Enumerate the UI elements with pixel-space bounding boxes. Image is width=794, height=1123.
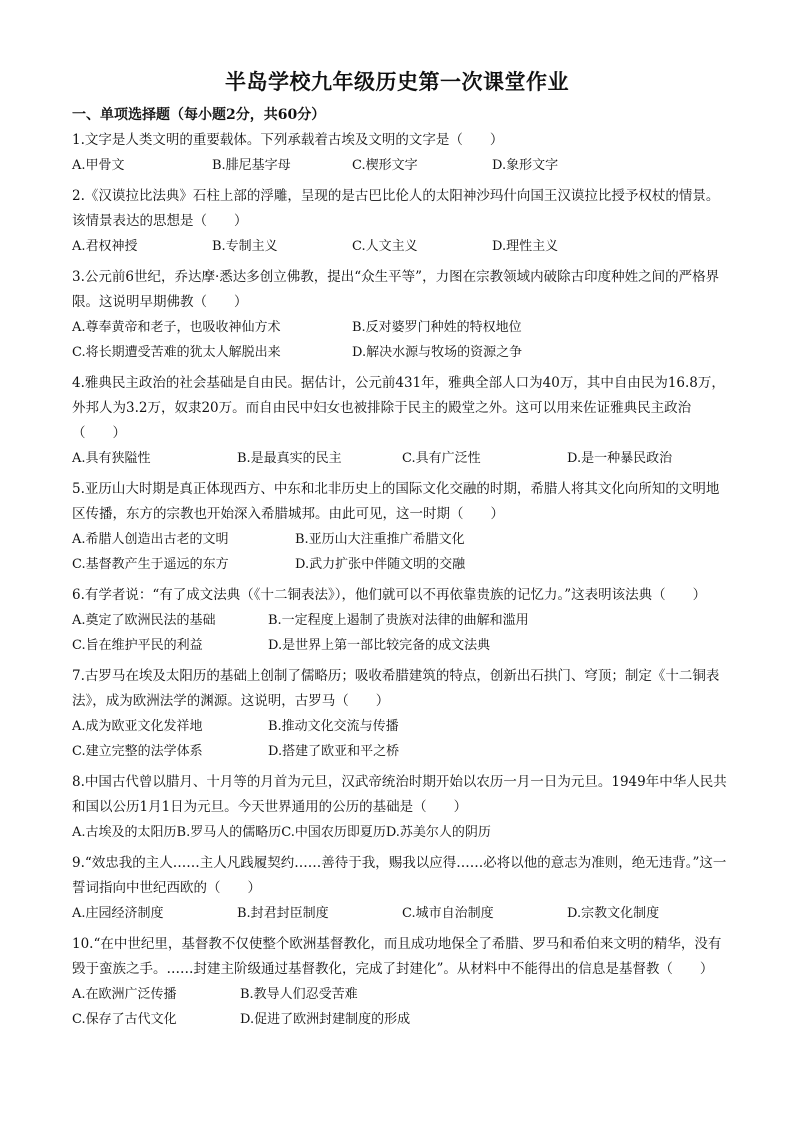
option-list (72, 234, 732, 259)
option-d: D.是世界上第一部比较完备的成文法典 (268, 638, 491, 653)
option-a: A.君权神授 (72, 239, 138, 254)
question-8 (72, 770, 732, 845)
question-stem: 2.《汉谟拉比法典》石柱上部的浮雕，呈现的是古巴比伦人的太阳神沙玛什向国王汉谟拉比授予权杖的情景。该情景表达的思想是（ ） (72, 188, 720, 229)
option-b: B.是最真实的民主 (237, 451, 342, 466)
option-a: A.庄园经济制度 (72, 906, 164, 921)
option-a: A.奠定了欧洲民法的基础 (72, 613, 216, 628)
option-c: C.具有广泛性 (402, 451, 481, 466)
question-3 (72, 265, 732, 365)
question-10 (72, 932, 732, 1032)
option-b: B.一定程度上遏制了贵族对法律的曲解和滥用 (268, 613, 529, 628)
option-b: B.反对婆罗门种姓的特权地位 (352, 320, 522, 335)
option-d: D.苏美尔人的阴历 (385, 825, 491, 840)
option-a: A.希腊人创造出古老的文明 (72, 532, 229, 547)
question-stem: 6.有学者说：“有了成文法典（《十二铜表法》），他们就可以不再依靠贵族的记忆力。”这表明该法典（ ） (72, 587, 707, 603)
question-6 (72, 583, 732, 658)
option-a: A.古埃及的太阳历 (72, 825, 177, 840)
option-b: B.专制主义 (212, 239, 278, 254)
option-list (72, 315, 732, 365)
question-9 (72, 851, 732, 926)
option-c: C.楔形文字 (352, 158, 418, 173)
option-d: D.理性主义 (492, 239, 559, 254)
question-stem: 3.公元前6世纪，乔达摩·悉达多创立佛教，提出“众生平等”，力图在宗教领域内破除古印度种姓之间的严格界限。这说明早期佛教（ ） (72, 269, 720, 310)
question-list (72, 128, 732, 1038)
option-list (72, 714, 732, 764)
question-stem: 9.“效忠我的主人……主人凡践履契约……善待于我，赐我以应得……必将以他的意志为准则，绝无违背。”这一誓词指向中世纪西欧的（ ） (72, 855, 727, 896)
question-stem: 10.“在中世纪里，基督教不仅使整个欧洲基督教化，而且成功地保全了希腊、罗马和希伯来文明的精华，没有毁于蛮族之手。……封建主阶级通过基督教化，完成了封建化”。从材料中不能得出的信息是基督教（ ） (72, 936, 722, 977)
option-b: B.封君封臣制度 (237, 906, 329, 921)
option-b: B.腓尼基字母 (212, 158, 291, 173)
option-list (72, 982, 732, 1032)
option-b: B.教导人们忍受苦难 (240, 987, 358, 1002)
option-a: A.具有狭隘性 (72, 451, 151, 466)
option-c: C.中国农历即夏历 (281, 825, 386, 840)
option-d: D.宗教文化制度 (567, 906, 660, 921)
option-d: D.武力扩张中伴随文明的交融 (295, 557, 466, 572)
question-1 (72, 128, 732, 178)
option-a: A.甲骨文 (72, 158, 125, 173)
question-stem: 4.雅典民主政治的社会基础是自由民。据估计，公元前431年，雅典全部人口为40万，其中自由民为16.8万，外邦人为3.2万，奴隶20万。而自由民中妇女也被排除于民主的殿堂之外。这可以用来佐证雅典民主政治（ ） (72, 375, 725, 441)
question-stem: 5.亚历山大时期是真正体现西方、中东和北非历史上的国际文化交融的时期，希腊人将其文化向所知的文明地区传播，东方的宗教也开始深入希腊城邦。由此可见，这一时期（ ） (72, 481, 720, 522)
question-stem: 7.古罗马在埃及太阳历的基础上创制了儒略历；吸收希腊建筑的特点，创新出石拱门、穹顶；制定《十二铜表法》，成为欧洲法学的渊源。这说明，古罗马（ ） (72, 668, 720, 709)
option-list (72, 608, 732, 658)
option-c: C.基督教产生于遥远的东方 (72, 557, 229, 572)
question-4 (72, 371, 732, 471)
option-d: D.象形文字 (492, 158, 559, 173)
section-heading: 一、单项选择题（每小题2分，共60分） (72, 107, 326, 123)
option-d: D.解决水源与牧场的资源之争 (352, 345, 523, 360)
option-list (72, 153, 732, 178)
question-stem: 8.中国古代曾以腊月、十月等的月首为元旦，汉武帝统治时期开始以农历一月一日为元旦。1949年中华人民共和国以公历1月1日为元旦。今天世界通用的公历的基础是（ ） (72, 774, 727, 815)
option-c: C.保存了古代文化 (72, 1012, 177, 1027)
option-c: C.将长期遭受苦难的犹太人解脱出来 (72, 345, 281, 360)
option-a: A.尊奉黄帝和老子，也吸收神仙方术 (72, 320, 281, 335)
option-c: C.建立完整的法学体系 (72, 744, 203, 759)
option-list (72, 820, 732, 845)
option-list (72, 901, 732, 926)
page-title: 半岛学校九年级历史第一次课堂作业 (225, 69, 569, 94)
option-d: D.促进了欧洲封建制度的形成 (240, 1012, 411, 1027)
question-5 (72, 477, 732, 577)
option-a: A.在欧洲广泛传播 (72, 987, 177, 1002)
question-stem: 1.文字是人类文明的重要载体。下列承载着古埃及文明的文字是（ ） (72, 132, 504, 148)
option-d: D.是一种暴民政治 (567, 451, 673, 466)
option-c: C.城市自治制度 (402, 906, 494, 921)
option-c: C.人文主义 (352, 239, 418, 254)
option-list (72, 446, 732, 471)
option-b: B.亚历山大注重推广希腊文化 (295, 532, 465, 547)
question-2 (72, 184, 732, 259)
option-a: A.成为欧亚文化发祥地 (72, 719, 203, 734)
option-c: C.旨在维护平民的利益 (72, 638, 203, 653)
option-d: D.搭建了欧亚和平之桥 (268, 744, 400, 759)
option-list (72, 527, 732, 577)
option-b: B.推动文化交流与传播 (268, 719, 399, 734)
question-7 (72, 664, 732, 764)
option-b: B.罗马人的儒略历 (176, 825, 282, 840)
